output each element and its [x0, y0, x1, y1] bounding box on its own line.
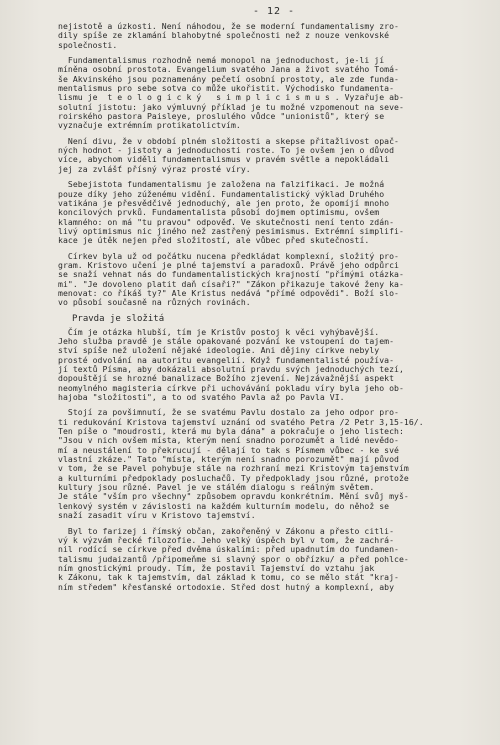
text-line: Církev byla už od počátku nucena předkládat komplexní, složitý pro- [58, 250, 399, 261]
paragraph [58, 252, 490, 308]
text-line: Jeho služba pravdě je stále opakované pozvání ke vstoupení do tajem- [58, 335, 395, 346]
section-heading: Pravda je složitá [72, 313, 165, 324]
text-line: Čím je otázka hlubší, tím je Kristův postoj k věci vyhýbavější. [58, 326, 380, 337]
paragraph [58, 22, 490, 50]
text-line: nejistotě a úzkosti. Není náhodou, že se moderní fundamentalismy zro- [58, 21, 399, 31]
text-line: mi". "Je dovoleno platit daň císaři?" "Zákon přikazuje takové ženy ka- [58, 278, 404, 289]
text-line: ním středem" křesťanské ortodoxie. Střed dost hutný a komplexní, aby [58, 581, 395, 592]
text-line: míněna osobní prostota. Evangelium svatého Jana a život svatého Tomá- [58, 64, 399, 75]
paragraph [58, 527, 490, 592]
text-line: talismu judaizantů /připomeňme si slavný spor o obřízku/ a před pohlce- [58, 553, 409, 564]
text-line: hajoba "složitosti", a to od svatého Pavla až po Pavla VI. [58, 392, 345, 403]
text-line: Byl to farizej i římský občan, zakořeněný v Zákonu a přesto citli- [58, 525, 395, 536]
text-line: koncilových prvků. Fundamentalista působí dojmem optimismu, ovšem [58, 207, 380, 218]
text-line: livý optimismus nic jiného než zastřený pesimismus. Extrémní simplifi- [58, 225, 404, 236]
text-line: "Jsou v nich ovšem místa, kterým není snadno porozumět a lidé nevědo- [58, 435, 399, 446]
text-line: jí textů Písma, aby dokázali absolutní pravdu svých jednoduchých tezí, [58, 364, 404, 374]
text-line: še Akvinského jsou poznamenány pečetí osobní prostoty, ale zde funda- [58, 73, 399, 84]
text-line: neomylného magisteria církve při uchovávání pokladu víry byla jeho ob- [58, 382, 404, 393]
text-line: ním gnostickými proudy. Tím, že postavil Tajemství do vztahu jak [58, 562, 375, 573]
text-line: klamného: on má "tu pravou" odpověď. Ve skutečnosti není tento zdán- [58, 216, 395, 227]
text-line: roirského pastora Paisleye, proslulého vůdce "unionistů", který se [58, 111, 385, 122]
text-line: nil rodící se církve před dvěma úskalími: před upadnutím do fundamen- [58, 544, 399, 555]
paragraph [58, 56, 490, 131]
paragraph [58, 408, 490, 520]
text-line: ných hodnot - jistoty a jednoduchosti roste. To je ovšem jen o důvod [58, 145, 395, 156]
text-line: Ten píše o "moudrosti, která mu byla dána" a pokračuje o jeho listech: [58, 426, 404, 437]
text-line: Je stále "vším pro všechny" způsobem opravdu konkrétním. Mění svůj myš- [58, 491, 409, 502]
text-line: Fundamentalismus rozhodně nemá monopol na jednoduchost, je-li jí [58, 55, 385, 66]
text-line: společnosti. [58, 39, 118, 50]
text-line: mí a neustálení to překrucují - dělají to tak s Písmem vůbec - ke své [58, 444, 399, 455]
text-line: vyznačuje extrémním protikatolictvím. [58, 120, 241, 131]
paragraph [58, 328, 490, 403]
text-line: dopouštějí se hrozné banalizace Božího zjevení. Nejzávažnější aspekt [58, 373, 395, 384]
text-line: prosté odvolání na autoritu evangelií. Když fundamentalisté používa- [58, 354, 395, 365]
body-text-bottom [58, 328, 490, 592]
text-line: lenkový systém v závislosti na každém kulturním modelu, do něhož se [58, 500, 390, 511]
text-line: jej za zvlášť přísný výraz prosté víry. [58, 163, 251, 174]
text-line: kace je útěk nejen před složitostí, ale vůbec před skutečností. [58, 235, 370, 246]
text-line: Není divu, že v období plném složitosti a skepse přitažlivost opač- [58, 135, 399, 146]
text-line: Stojí za povšimnutí, že se svatému Pavlu dostalo za jeho odpor pro- [58, 407, 399, 418]
text-line: lismu je t e o l o g i c k ý s i m p l i c i s m u s . Vyzařuje ab- [58, 92, 404, 103]
text-line: solutní jistotu: jako výmluvný příklad je tu možné vzpomenout na seve- [58, 101, 404, 112]
paragraph [58, 137, 490, 174]
text-line: ství spíše než uložení nějaké ideologie. Ani dějiny církve nebyly [58, 345, 380, 356]
page-number: - 12 - [252, 6, 296, 17]
text-line: kultury jsou různé. Pavel je ve stálém dialogu s reálným světem. [58, 482, 375, 493]
text-line: ti redukování Kristova tajemství uznání od svatého Petra /2 Petr 3,15-16/. [58, 416, 424, 427]
text-line: vý k výzvám řecké filozofie. Jeho velký úspěch byl v tom, že zachrá- [58, 534, 395, 545]
paragraph [58, 180, 490, 245]
text-line: v tom, že se Pavel pohybuje stále na rozhraní mezi Kristovým tajemstvím [58, 463, 409, 474]
text-line: vatikána je přesvědčivě jednoduchý, ale jen proto, že opomíjí mnoho [58, 197, 390, 208]
text-line: k Zákonu, tak k tajemstvím, dal základ k tomu, co se mělo stát "kraj- [58, 572, 399, 583]
text-line: se snaží vehnat nás do fundamentalistických krajností "přímými otázka- [58, 269, 404, 280]
text-line: pouze díky jeho zúženému vidění. Fundamentalistický výklad Druhého [58, 188, 385, 199]
text-line: dily spíše ze zklamání blahobytné společnosti než z nouze venkovské [58, 30, 390, 41]
text-line: Sebejistota fundamentalismu je založena na falzifikaci. Je možná [58, 179, 385, 190]
text-line: snaží zasadit víru v Kristovo tajemství. [58, 510, 256, 521]
text-line: více, abychom viděli fundamentalismus v pravém světle a nepokládali [58, 154, 390, 165]
text-line: mentalismus pro sebe sotva co může ukořistit. Východisko fundamenta- [58, 83, 395, 94]
text-line: vlastní zkáze." Tato "místa, kterým není snadno porozumět" mají původ [58, 454, 399, 465]
text-line: a kulturními předpoklady posluchačů. Ty předpoklady jsou různé, protože [58, 472, 409, 483]
text-line: gram. Kristovo učení je plné tajemství a paradoxů. Právě jeho odpůrci [58, 259, 399, 270]
body-text-top [58, 22, 490, 308]
text-line: vo působí současně na různých rovinách. [58, 297, 251, 308]
text-line: menovat: co říkáš ty?" Ale Kristus nedává "přímé odpovědi". Boží slo- [58, 287, 399, 298]
